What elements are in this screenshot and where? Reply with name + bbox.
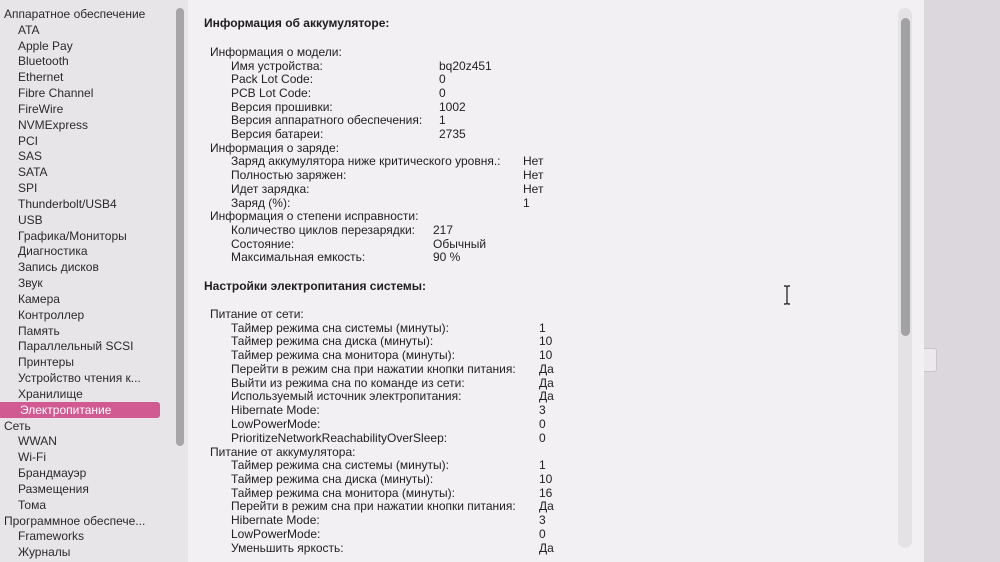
ac-hibernate-mode-label: Hibernate Mode: xyxy=(231,403,320,417)
batt-disk-sleep-value: 10 xyxy=(539,472,553,486)
sidebar-item-controller[interactable]: Контроллер xyxy=(18,308,85,322)
model-device-name-value: bq20z451 xyxy=(439,59,492,73)
sidebar-item-sata[interactable]: SATA xyxy=(18,165,48,179)
sidebar-item-graphics[interactable]: Графика/Мониторы xyxy=(18,229,127,243)
charge-percent-value: 1 xyxy=(523,196,530,210)
sidebar-item-spi[interactable]: SPI xyxy=(18,181,38,195)
model-pack-lot-label: Pack Lot Code: xyxy=(231,72,314,86)
sidebar-item-pci[interactable]: PCI xyxy=(18,134,39,148)
batt-hibernate-mode-label: Hibernate Mode: xyxy=(231,513,320,527)
sidebar-item-locations[interactable]: Размещения xyxy=(18,482,89,496)
health-info-group: Информация о степени исправности: xyxy=(210,209,419,223)
batt-system-sleep-label: Таймер режима сна системы (минуты): xyxy=(231,458,449,472)
background-window-edge xyxy=(924,0,1000,562)
sidebar-item-thunderbolt[interactable]: Thunderbolt/USB4 xyxy=(18,197,117,211)
health-condition-label: Состояние: xyxy=(231,237,295,251)
charge-charging-label: Идет зарядка: xyxy=(231,182,310,196)
content-scrollbar-thumb[interactable] xyxy=(901,18,910,336)
sidebar-item-memory[interactable]: Память xyxy=(18,324,60,338)
batt-display-sleep-value: 16 xyxy=(539,486,553,500)
ac-disk-sleep-value: 10 xyxy=(539,334,553,348)
sidebar-item-apple-pay[interactable]: Apple Pay xyxy=(18,39,73,53)
health-cycles-value: 217 xyxy=(433,223,454,237)
sidebar-item-bluetooth[interactable]: Bluetooth xyxy=(18,54,69,68)
model-pcb-lot-label: PCB Lot Code: xyxy=(231,86,312,100)
sidebar-item-logs[interactable]: Журналы xyxy=(18,545,71,559)
power-settings-title: Настройки электропитания системы: xyxy=(204,279,427,293)
batt-low-power-mode-label: LowPowerMode: xyxy=(231,527,321,541)
model-hardware-label: Версия аппаратного обеспечения: xyxy=(231,113,423,127)
batt-reduce-brightness-value: Да xyxy=(539,541,554,555)
health-condition-value: Обычный xyxy=(433,237,487,251)
model-pack-lot-value: 0 xyxy=(439,72,446,86)
ac-wake-on-lan-label: Выйти из режима сна по команде из сети: xyxy=(231,376,465,390)
health-capacity-value: 90 % xyxy=(433,250,461,264)
ac-network-reachability-value: 0 xyxy=(539,431,546,445)
sidebar-item-card-reader[interactable]: Устройство чтения к... xyxy=(18,371,141,385)
sidebar-item-volumes[interactable]: Тома xyxy=(18,498,46,512)
ac-disk-sleep-label: Таймер режима сна диска (минуты): xyxy=(231,334,434,348)
sidebar xyxy=(0,0,188,562)
batt-display-sleep-label: Таймер режима сна монитора (минуты): xyxy=(231,486,455,500)
model-battery-version-value: 2735 xyxy=(439,127,466,141)
ac-wake-on-lan-value: Да xyxy=(539,376,554,390)
sidebar-item-printers[interactable]: Принтеры xyxy=(18,355,74,369)
model-info-group: Информация о модели: xyxy=(210,45,342,59)
sidebar-item-parallel-scsi[interactable]: Параллельный SCSI xyxy=(18,339,134,353)
ac-low-power-mode-label: LowPowerMode: xyxy=(231,417,321,431)
health-cycles-label: Количество циклов перезарядки: xyxy=(231,223,416,237)
sidebar-item-sas[interactable]: SAS xyxy=(18,149,43,163)
batt-low-power-mode-value: 0 xyxy=(539,527,546,541)
batt-sleep-on-power-button-label: Перейти в режим сна при нажатии кнопки питания: xyxy=(231,499,516,513)
text-cursor-icon xyxy=(781,285,793,305)
batt-hibernate-mode-value: 3 xyxy=(539,513,546,527)
sidebar-item-diagnostics[interactable]: Диагностика xyxy=(18,244,88,258)
sidebar-item-power[interactable]: Электропитание xyxy=(0,402,160,418)
sidebar-item-wwan[interactable]: WWAN xyxy=(18,434,57,448)
battery-info-title: Информация об аккумуляторе: xyxy=(204,16,390,30)
charge-full-label: Полностью заряжен: xyxy=(231,168,347,182)
charge-info-group: Информация о заряде: xyxy=(210,141,340,155)
batt-system-sleep-value: 1 xyxy=(539,458,546,472)
batt-reduce-brightness-label: Уменьшить яркость: xyxy=(231,541,344,555)
model-firmware-label: Версия прошивки: xyxy=(231,100,333,114)
charge-percent-label: Заряд (%): xyxy=(231,196,291,210)
health-capacity-label: Максимальная емкость: xyxy=(231,250,366,264)
model-device-name-label: Имя устройства: xyxy=(231,59,323,73)
ac-display-sleep-value: 10 xyxy=(539,348,553,362)
batt-disk-sleep-label: Таймер режима сна диска (минуты): xyxy=(231,472,434,486)
charge-critical-value: Нет xyxy=(523,154,544,168)
charge-critical-label: Заряд аккумулятора ниже критического уровня.: xyxy=(231,154,501,168)
model-firmware-value: 1002 xyxy=(439,100,466,114)
sidebar-item-usb[interactable]: USB xyxy=(18,213,43,227)
model-pcb-lot-value: 0 xyxy=(439,86,446,100)
sidebar-item-audio[interactable]: Звук xyxy=(18,276,43,290)
ac-system-sleep-label: Таймер режима сна системы (минуты): xyxy=(231,321,449,335)
ac-current-source-value: Да xyxy=(539,389,554,403)
batt-sleep-on-power-button-value: Да xyxy=(539,499,554,513)
sidebar-item-firewire[interactable]: FireWire xyxy=(18,102,64,116)
ac-display-sleep-label: Таймер режима сна монитора (минуты): xyxy=(231,348,455,362)
ac-system-sleep-value: 1 xyxy=(539,321,546,335)
sidebar-item-fibre-channel[interactable]: Fibre Channel xyxy=(18,86,94,100)
ac-sleep-on-power-button-label: Перейти в режим сна при нажатии кнопки питания: xyxy=(231,362,516,376)
sidebar-category-software[interactable]: Программное обеспече... xyxy=(4,514,146,528)
sidebar-item-frameworks[interactable]: Frameworks xyxy=(18,529,85,543)
sidebar-item-ethernet[interactable]: Ethernet xyxy=(18,70,64,84)
background-window-control xyxy=(924,348,937,372)
charge-full-value: Нет xyxy=(523,168,544,182)
sidebar-item-camera[interactable]: Камера xyxy=(18,292,60,306)
model-battery-version-label: Версия батареи: xyxy=(231,127,324,141)
sidebar-item-wifi[interactable]: Wi-Fi xyxy=(18,450,46,464)
ac-low-power-mode-value: 0 xyxy=(539,417,546,431)
detail-pane xyxy=(188,0,924,562)
ac-sleep-on-power-button-value: Да xyxy=(539,362,554,376)
sidebar-item-firewall[interactable]: Брандмауэр xyxy=(18,466,87,480)
model-hardware-value: 1 xyxy=(439,113,446,127)
charge-charging-value: Нет xyxy=(523,182,544,196)
ac-power-group: Питание от сети: xyxy=(210,307,304,321)
ac-current-source-label: Используемый источник электропитания: xyxy=(231,389,462,403)
battery-power-group: Питание от аккумулятора: xyxy=(210,445,356,459)
sidebar-item-disc-burning[interactable]: Запись дисков xyxy=(18,260,99,274)
sidebar-scrollbar[interactable] xyxy=(176,8,184,446)
sidebar-category-hardware[interactable]: Аппаратное обеспечение xyxy=(4,7,146,21)
sidebar-item-ata[interactable]: ATA xyxy=(18,23,40,37)
ac-hibernate-mode-value: 3 xyxy=(539,403,546,417)
sidebar-item-nvmexpress[interactable]: NVMExpress xyxy=(18,118,89,132)
sidebar-item-storage[interactable]: Хранилище xyxy=(18,387,83,401)
sidebar-category-network[interactable]: Сеть xyxy=(4,419,31,433)
ac-network-reachability-label: PrioritizeNetworkReachabilityOverSleep: xyxy=(231,431,448,445)
